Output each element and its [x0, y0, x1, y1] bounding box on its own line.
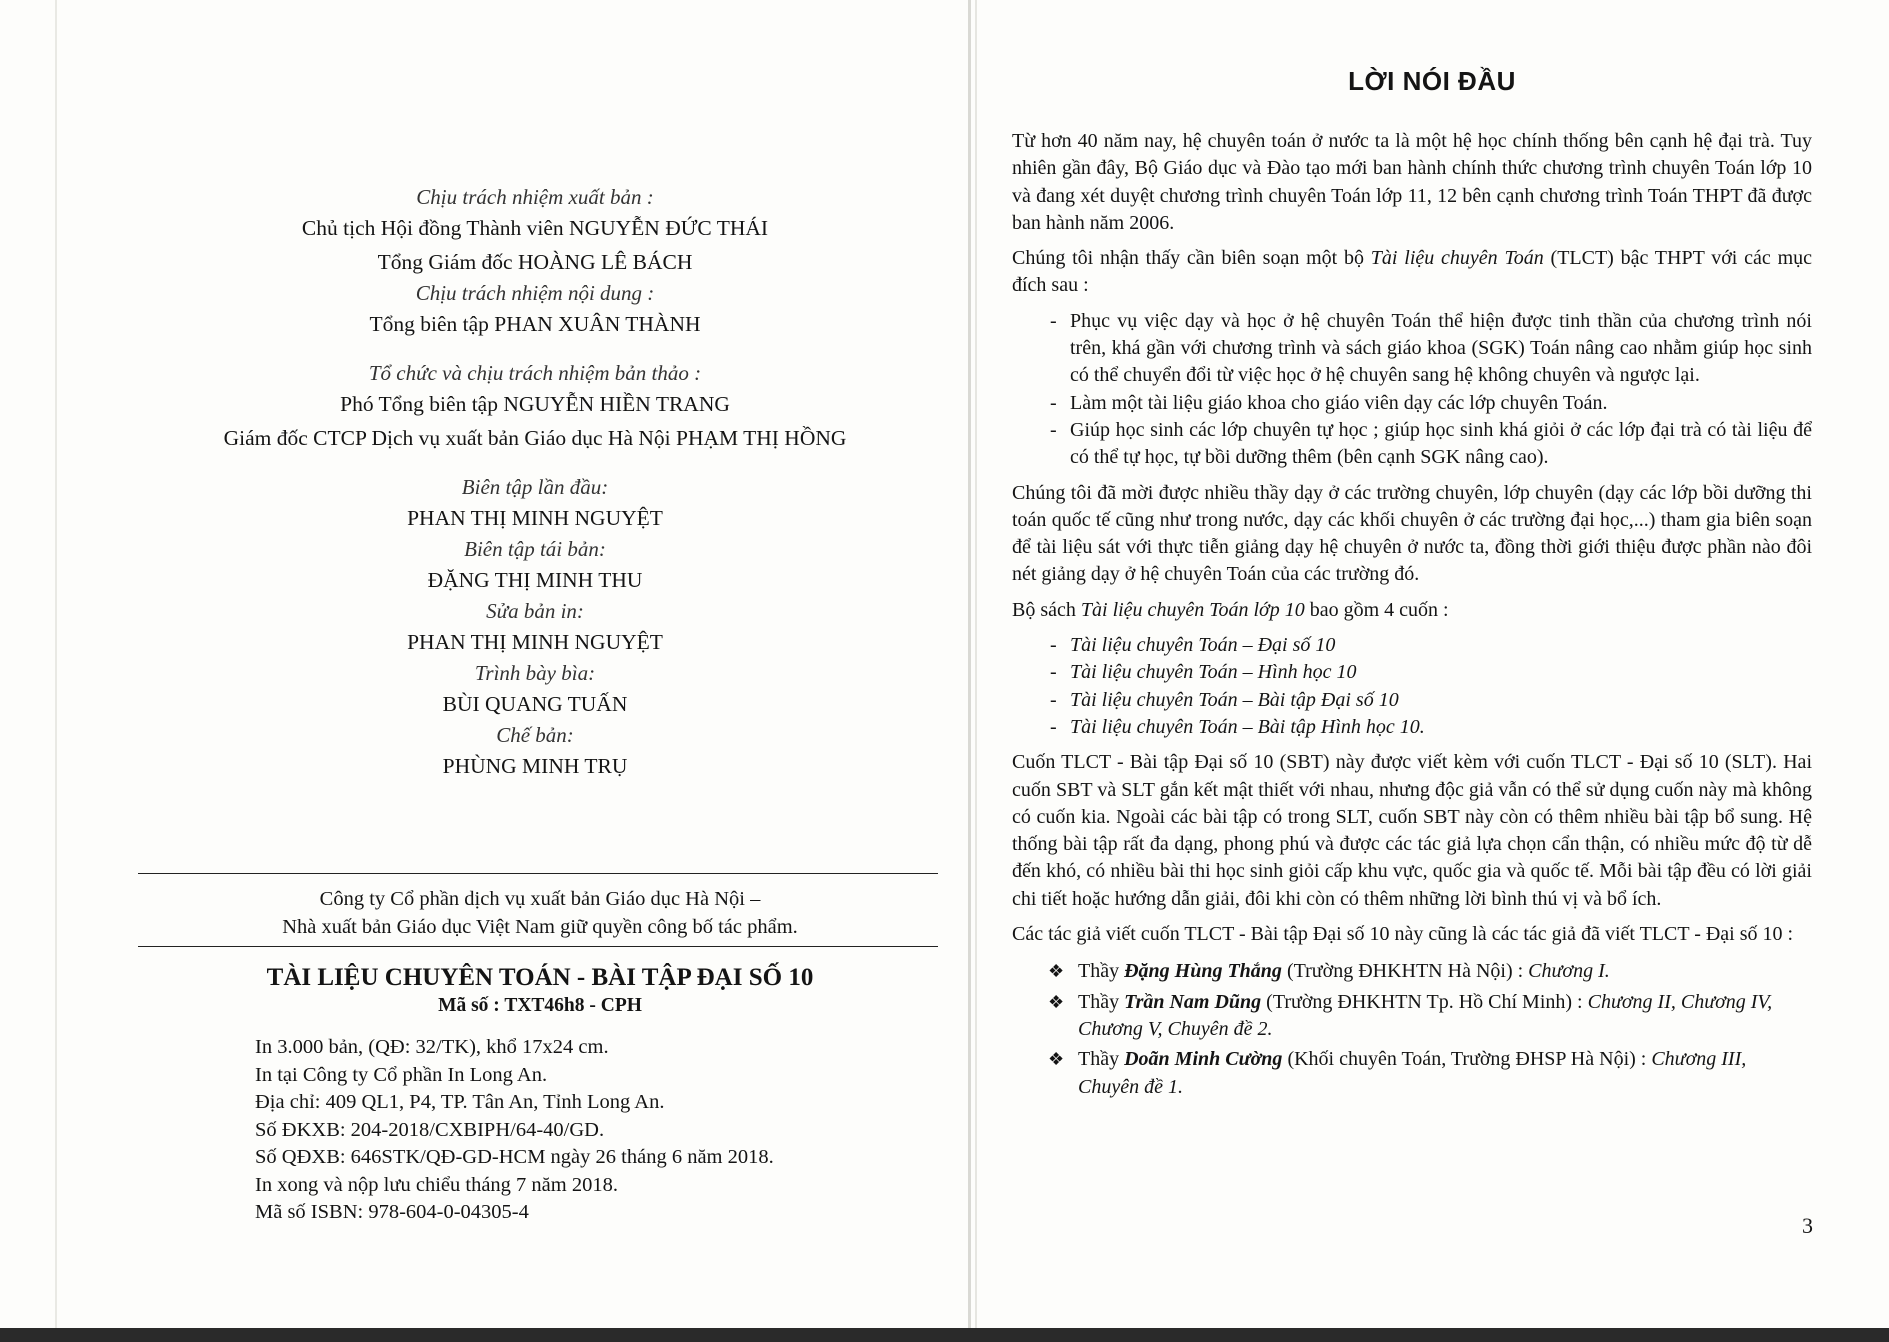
- credit-name: PHÙNG MINH TRỤ: [442, 754, 628, 778]
- paragraph: [1012, 245, 1812, 300]
- credit-name: BÙI QUANG TUẤN: [442, 692, 628, 716]
- list-item: - Phục vụ việc dạy và học ở hệ chuyên Toán thể hiện được tinh thần của chương trình nói trên, khá gần với chương trình và sách giáo khoa (SGK) Toán nâng cao nhằm giúp học sinh có thể chuyển đổi từ việc học ở hệ chuyên sang hệ không chuyên và ngược lại.: [1012, 308, 1812, 390]
- book-title: TÀI LIỆU CHUYÊN TOÁN - BÀI TẬP ĐẠI SỐ 10: [266, 964, 814, 991]
- copyright-line: Nhà xuất bản Giáo dục Việt Nam giữ quyền công bố tác phẩm.: [282, 916, 798, 938]
- diamond-bullet-icon: ❖: [1048, 961, 1065, 982]
- divider-top: [138, 873, 938, 874]
- credit-name: Chủ tịch Hội đồng Thành viên NGUYỄN ĐỨC THÁI: [301, 216, 769, 240]
- credit-group-first-editor: [140, 473, 930, 535]
- credit-role: Biên tập tái bản:: [464, 537, 606, 561]
- author-chapters: Chương I.: [1528, 960, 1610, 983]
- credit-group-publishing: [140, 183, 930, 279]
- credit-role: Trình bày bìa:: [474, 661, 596, 685]
- credit-name: ĐẶNG THỊ MINH THU: [427, 568, 643, 592]
- credit-role: Sửa bản in:: [486, 599, 584, 623]
- text-run: Thầy: [1078, 960, 1125, 983]
- author-name: Doãn Minh Cường: [1124, 1048, 1283, 1071]
- credit-group-cover: [140, 659, 930, 721]
- credit-name: Tổng Giám đốc HOÀNG LÊ BÁCH: [377, 250, 693, 274]
- preface-body: [1012, 128, 1812, 1109]
- preface-title: LỜI NÓI ĐẦU: [1348, 66, 1516, 96]
- credit-group-manuscript: [140, 359, 930, 455]
- credit-name: PHAN THỊ MINH NGUYỆT: [407, 506, 663, 530]
- list-item: - Tài liệu chuyên Toán – Hình học 10: [1012, 659, 1812, 686]
- credit-role: Chế bản:: [496, 723, 574, 747]
- purpose-list: [1012, 308, 1812, 472]
- text-run: bao gồm 4 cuốn :: [1304, 598, 1449, 621]
- author-affiliation: (Trường ĐHKHTN Tp. Hồ Chí Minh) :: [1261, 990, 1588, 1013]
- author-chapters: Chương II, Chương IV, Chương V, Chuyên đề 2.: [1078, 990, 1773, 1040]
- credit-group-reprint-editor: [140, 535, 930, 597]
- diamond-bullet-icon: ❖: [1048, 1049, 1065, 1070]
- author-item: [1012, 958, 1812, 985]
- paragraph: Các tác giả viết cuốn TLCT - Bài tập Đại số 10 này cũng là các tác giả đã viết TLCT - Đại số 10 :: [1012, 923, 1794, 946]
- paragraph: Chúng tôi đã mời được nhiều thầy dạy ở các trường chuyên, lớp chuyên (dạy các lớp bồi dưỡng thi toán quốc tế cũng như trong nước, dạy các khối chuyên ở các trường đại học,...) tham gia biên soạn để tài liệu sát với thực tiễn giảng dạy hệ chuyên ở nước ta, đồng thời giới thiệu được phần nào đôi nét giảng dạy ở hệ chuyên Toán của các trường đó.: [1012, 481, 1812, 586]
- author-name: Trần Nam Dũng: [1124, 990, 1262, 1013]
- paragraph: Cuốn TLCT - Bài tập Đại số 10 (SBT) này được viết kèm với cuốn TLCT - Đại số 10 (SLT). Hai cuốn SBT và SLT gắn kết mật thiết với nhau, nhưng độc giả vẫn có thể sử dụng cuốn này mà không có cuốn kia. Ngoài các bài tập có trong SLT, cuốn SBT này còn có thêm nhiều bài tập bổ sung. Hệ thống bài tập rất đa dạng, phong phú và được các tác giả lựa chọn cẩn thận, có nhiều mức độ từ dễ đến khó, có nhiều bài thi học sinh giỏi cấp khu vực, quốc gia và quốc tế. Mỗi bài tập đều có lời giải chi tiết hoặc hướng dẫn giải, đôi khi còn có thêm những lời bình thú vị và bổ ích.: [1012, 751, 1812, 910]
- author-chapters: Chương III, Chuyên đề 1.: [1078, 1048, 1747, 1098]
- page-number: 3: [1802, 1213, 1813, 1238]
- credit-group-typesetting: [140, 721, 930, 783]
- print-info-line: In xong và nộp lưu chiểu tháng 7 năm 2018.: [255, 1173, 618, 1196]
- scan-bottom-edge: [0, 1328, 1889, 1342]
- credit-role: Biên tập lần đầu:: [461, 475, 609, 499]
- diamond-bullet-icon: ❖: [1048, 991, 1065, 1012]
- credit-name: Giám đốc CTCP Dịch vụ xuất bản Giáo dục Hà Nội PHẠM THỊ HỒNG: [223, 426, 847, 450]
- text-run: (TLCT) bậc THPT với các mục đích sau :: [1012, 247, 1812, 297]
- credit-role: Tổ chức và chịu trách nhiệm bản thảo :: [368, 361, 702, 385]
- copyright-notice: [140, 885, 940, 941]
- paragraph: Từ hơn 40 năm nay, hệ chuyên toán ở nước ta là một hệ học chính thống bên cạnh hệ đại trà. Tuy nhiên gần đây, Bộ Giáo dục và Đào tạo mới ban hành chính thức chương trình chuyên Toán lớp 10 và đang xét duyệt chương trình chuyên Toán lớp 11, 12 bên cạnh chương trình Toán THPT đã được ban hành năm 2006.: [1012, 130, 1812, 234]
- series-name: Tài liệu chuyên Toán lớp 10: [1080, 598, 1305, 621]
- print-info-line: Số QĐXB: 646STK/QĐ-GD-HCM ngày 26 tháng 6 năm 2018.: [255, 1146, 774, 1168]
- credit-name: Phó Tổng biên tập NGUYỄN HIỀN TRANG: [340, 392, 730, 416]
- author-item: [1012, 1046, 1812, 1101]
- author-item: [1012, 989, 1812, 1044]
- credit-role: Chịu trách nhiệm xuất bản :: [416, 185, 654, 209]
- list-item: - Tài liệu chuyên Toán – Đại số 10: [1012, 632, 1812, 659]
- credit-name: Tổng biên tập PHAN XUÂN THÀNH: [369, 312, 701, 336]
- book-list: [1012, 632, 1812, 741]
- author-affiliation: (Trường ĐHKHTN Hà Nội) :: [1281, 960, 1529, 983]
- print-info-line: Địa chỉ: 409 QL1, P4, TP. Tân An, Tỉnh Long An.: [255, 1091, 665, 1113]
- text-run: Chúng tôi nhận thấy cần biên soạn một bộ: [1012, 247, 1371, 270]
- print-info-line: Số ĐKXB: 204-2018/CXBIPH/64-40/GD.: [255, 1118, 605, 1141]
- text-run: Thầy: [1078, 990, 1125, 1013]
- print-info-line: In tại Công ty Cổ phần In Long An.: [255, 1063, 548, 1086]
- author-name: Đặng Hùng Thắng: [1124, 960, 1282, 983]
- credits-section: [140, 183, 930, 783]
- credit-group-content: [140, 279, 930, 341]
- credit-group-proofreader: [140, 597, 930, 659]
- text-run: Bộ sách: [1012, 598, 1081, 621]
- print-info-line: Mã số ISBN: 978-604-0-04305-4: [255, 1201, 529, 1223]
- paragraph: [1012, 597, 1812, 624]
- list-item: - Tài liệu chuyên Toán – Bài tập Hình học 10.: [1012, 714, 1812, 741]
- list-item: - Tài liệu chuyên Toán – Bài tập Đại số 10: [1012, 687, 1812, 714]
- credit-role: Chịu trách nhiệm nội dung :: [415, 281, 655, 305]
- author-list: [1012, 958, 1812, 1100]
- list-item: - Giúp học sinh các lớp chuyên tự học ; giúp học sinh khá giỏi ở các lớp đại trà có tài liệu để có thể tự học, tự bồi dưỡng thêm (bên cạnh SGK nâng cao).: [1012, 417, 1812, 472]
- book-code: Mã số : TXT46h8 - CPH: [438, 995, 642, 1016]
- text-run: Thầy: [1078, 1048, 1125, 1071]
- copyright-line: Công ty Cổ phần dịch vụ xuất bản Giáo dục Hà Nội –: [319, 888, 761, 910]
- list-item: - Làm một tài liệu giáo khoa cho giáo viên dạy các lớp chuyên Toán.: [1012, 390, 1812, 417]
- print-info-line: In 3.000 bản, (QĐ: 32/TK), khổ 17x24 cm.: [255, 1036, 609, 1058]
- series-name: Tài liệu chuyên Toán: [1370, 247, 1544, 270]
- print-info: [255, 1034, 774, 1227]
- author-affiliation: (Khối chuyên Toán, Trường ĐHSP Hà Nội) :: [1282, 1048, 1652, 1071]
- credit-name: PHAN THỊ MINH NGUYỆT: [407, 630, 663, 654]
- divider-bottom: [138, 946, 938, 947]
